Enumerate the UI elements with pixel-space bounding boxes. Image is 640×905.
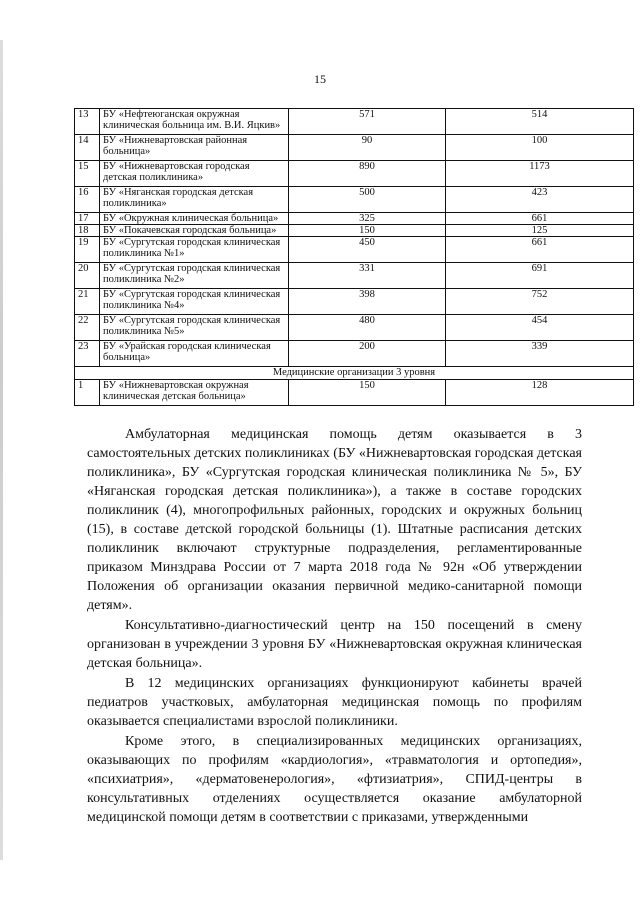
organization-name: БУ «Нижневартовская городская детская поликлиника» [100,161,289,187]
value-col-1: 571 [289,109,446,135]
value-col-2: 691 [446,263,634,289]
organization-name: БУ «Сургутская городская клиническая поликлиника №2» [100,263,289,289]
table-row [75,341,634,367]
value-col-2: 752 [446,289,634,315]
row-number: 18 [75,225,100,237]
paragraph: Консультативно-диагностический центр на 150 посещений в смену организован в учреждении 3 уровня БУ «Нижневартовская окружная клиническая детская больница». [87,618,582,671]
organization-name: БУ «Сургутская городская клиническая поликлиника №5» [100,315,289,341]
row-number: 13 [75,109,100,135]
table-row [75,237,634,263]
page-number: 15 [314,72,326,86]
section-header-row [75,367,634,380]
organization-name: БУ «Нефтеюганская окружная клиническая больница им. В.И. Яцкив» [100,109,289,135]
table-row [75,135,634,161]
organization-name: БУ «Няганская городская детская поликлиника» [100,187,289,213]
paragraph: Амбулаторная медицинская помощь детям оказывается в 3 самостоятельных детских поликлиниках (БУ «Нижневартовская городская детская поликлиника», БУ «Сургутская городская клиническая поликлиника № 5», БУ «Няганская городская детская поликлиника»), а также в составе городских поликлиник (4), многопрофильных районных, городских и окружных больниц (15), в составе детской городской больницы (1). Штатные расписания детских поликлиник включают структурные подразделения, регламентированные приказом Минздрава России от 7 марта 2018 года № 92н «Об утверждении Положения об организации оказания первичной медико-санитарной помощи детям». [87,427,582,613]
row-number: 17 [75,213,100,225]
table-row [75,225,634,237]
organization-name: БУ «Урайская городская клиническая больница» [100,341,289,367]
value-col-2: 339 [446,341,634,367]
value-col-1: 500 [289,187,446,213]
table-row [75,315,634,341]
table-row [75,213,634,225]
value-col-2: 1173 [446,161,634,187]
value-col-2: 125 [446,225,634,237]
value-col-2: 514 [446,109,634,135]
organizations-table [74,108,634,406]
table-row [75,161,634,187]
value-col-1: 890 [289,161,446,187]
row-number: 16 [75,187,100,213]
row-number: 15 [75,161,100,187]
row-number: 20 [75,263,100,289]
table-row [75,109,634,135]
value-col-1: 480 [289,315,446,341]
body-text [87,425,582,827]
organization-name: БУ «Сургутская городская клиническая поликлиника №4» [100,289,289,315]
value-col-1: 325 [289,213,446,225]
value-col-1: 90 [289,135,446,161]
value-col-2: 423 [446,187,634,213]
organization-name: БУ «Окружная клиническая больница» [100,213,289,225]
row-number: 22 [75,315,100,341]
row-number: 14 [75,135,100,161]
table-row [75,289,634,315]
section-header: Медицинские организации 3 уровня [75,367,634,380]
value-col-1: 200 [289,341,446,367]
value-col-2: 128 [446,380,634,406]
paragraph: В 12 медицинских организациях функционируют кабинеты врачей педиатров участковых, амбулаторная медицинская помощь по профилям оказывается специалистами взрослой поликлиники. [87,676,582,729]
value-col-1: 331 [289,263,446,289]
value-col-1: 150 [289,225,446,237]
organization-name: БУ «Сургутская городская клиническая поликлиника №1» [100,237,289,263]
table-row [75,187,634,213]
row-number: 19 [75,237,100,263]
value-col-2: 454 [446,315,634,341]
organization-name: БУ «Нижневартовская окружная клиническая детская больница» [100,380,289,406]
row-number: 21 [75,289,100,315]
paragraph: Кроме этого, в специализированных медицинских организациях, оказывающих по профилям «кардиология», «травматология и ортопедия», «психиатрия», «дерматовенерология», «фтизиатрия», СПИД-центры в консультативных отделениях осуществляется оказание амбулаторной медицинской помощи детям в соответствии с приказами, утвержденными [87,734,582,825]
table-row [75,263,634,289]
table-row [75,380,634,406]
row-number: 23 [75,341,100,367]
organization-name: БУ «Покачевская городская больница» [100,225,289,237]
value-col-1: 150 [289,380,446,406]
value-col-2: 100 [446,135,634,161]
organization-name: БУ «Нижневартовская районная больница» [100,135,289,161]
row-number: 1 [75,380,100,406]
value-col-2: 661 [446,213,634,225]
table-body [75,109,634,406]
scan-edge-shadow [0,40,3,860]
value-col-1: 450 [289,237,446,263]
value-col-1: 398 [289,289,446,315]
value-col-2: 661 [446,237,634,263]
